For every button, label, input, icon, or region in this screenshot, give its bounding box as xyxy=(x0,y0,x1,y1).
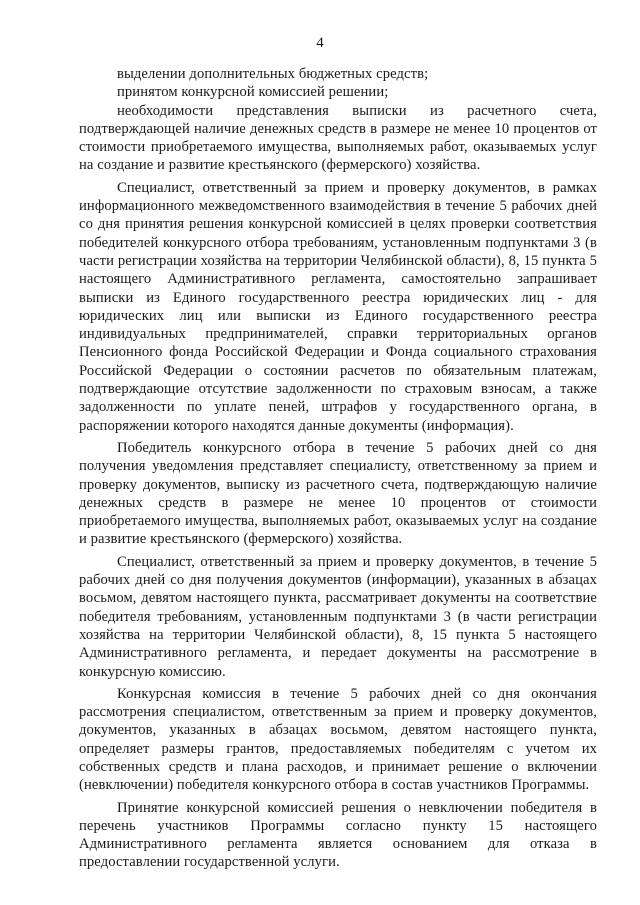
paragraph: Победитель конкурсного отбора в течение 5 рабочих дней со дня получения уведомления представляет специалисту, ответственному за прием и проверку документов, выписку из расчетного счета, подтверждающую наличие денежных средств в размере не менее 10 процентов от стоимости приобретаемого имущества, выполняемых работ, оказываемых услуг на создание и развитие крестьянского (фермерского) хозяйства. xyxy=(79,439,597,548)
paragraph: Конкурсная комиссия в течение 5 рабочих дней со дня окончания рассмотрения специалистом, ответственным за прием и проверку документов, документов, указанных в абзацах восьмом, девятом настоящего пункта, определяет размеры грантов, предоставляемых победителям с учетом их собственных средств и плана расходов, и принимает решение о включении (невключении) победителя конкурсного отбора в состав участников Программы. xyxy=(79,685,597,794)
paragraph: Принятие конкурсной комиссией решения о невключении победителя в перечень участников Программы согласно пункту 15 настоящего Административного регламента является основанием для отказа в предоставлении государственной услуги. xyxy=(79,799,597,871)
page-number: 4 xyxy=(316,35,324,51)
document-body xyxy=(79,65,597,872)
paragraph: Специалист, ответственный за прием и проверку документов, в рамках информационного межведомственного взаимодействия в течение 5 рабочих дней со дня принятия решения конкурсной комиссией в целях проверки соответствия победителей конкурсного отбора требованиям, установленным подпунктами 3 (в части регистрации хозяйства на территории Челябинской области), 8, 15 пункта 5 настоящего Административного регламента, самостоятельно запрашивает выписки из Единого государственного реестра юридических лиц - для юридических лиц или выписки из Единого государственного реестра индивидуальных предпринимателей, справки территориальных органов Пенсионного фонда Российской Федерации и Фонда социального страхования Российской Федерации о состоянии расчетов по обязательным платежам, подтверждающие отсутствие задолженности по страховым взносам, а также задолженности по уплате пеней, штрафов у государственного органа, в распоряжении которого находятся данные документы (информация). xyxy=(79,179,597,434)
paragraph: необходимости представления выписки из расчетного счета, подтверждающей наличие денежных средств в размере не менее 10 процентов от стоимости приобретаемого имущества, выполняемых работ, оказываемых услуг на создание и развитие крестьянского (фермерского) хозяйства. xyxy=(79,102,597,174)
paragraph: принятом конкурсной комиссией решении; xyxy=(117,84,389,101)
paragraph: выделении дополнительных бюджетных средств; xyxy=(117,66,429,82)
paragraph: Специалист, ответственный за прием и проверку документов, в течение 5 рабочих дней со дня получения документов (информации), указанных в абзацах восьмом, девятом настоящего пункта, рассматривает документы на соответствие победителя требованиям, установленным подпунктами 3 (в части регистрации хозяйства на территории Челябинской области), 8, 15 пункта 5 настоящего Административного регламента, и передает документы на рассмотрение в конкурсную комиссию. xyxy=(79,553,597,680)
